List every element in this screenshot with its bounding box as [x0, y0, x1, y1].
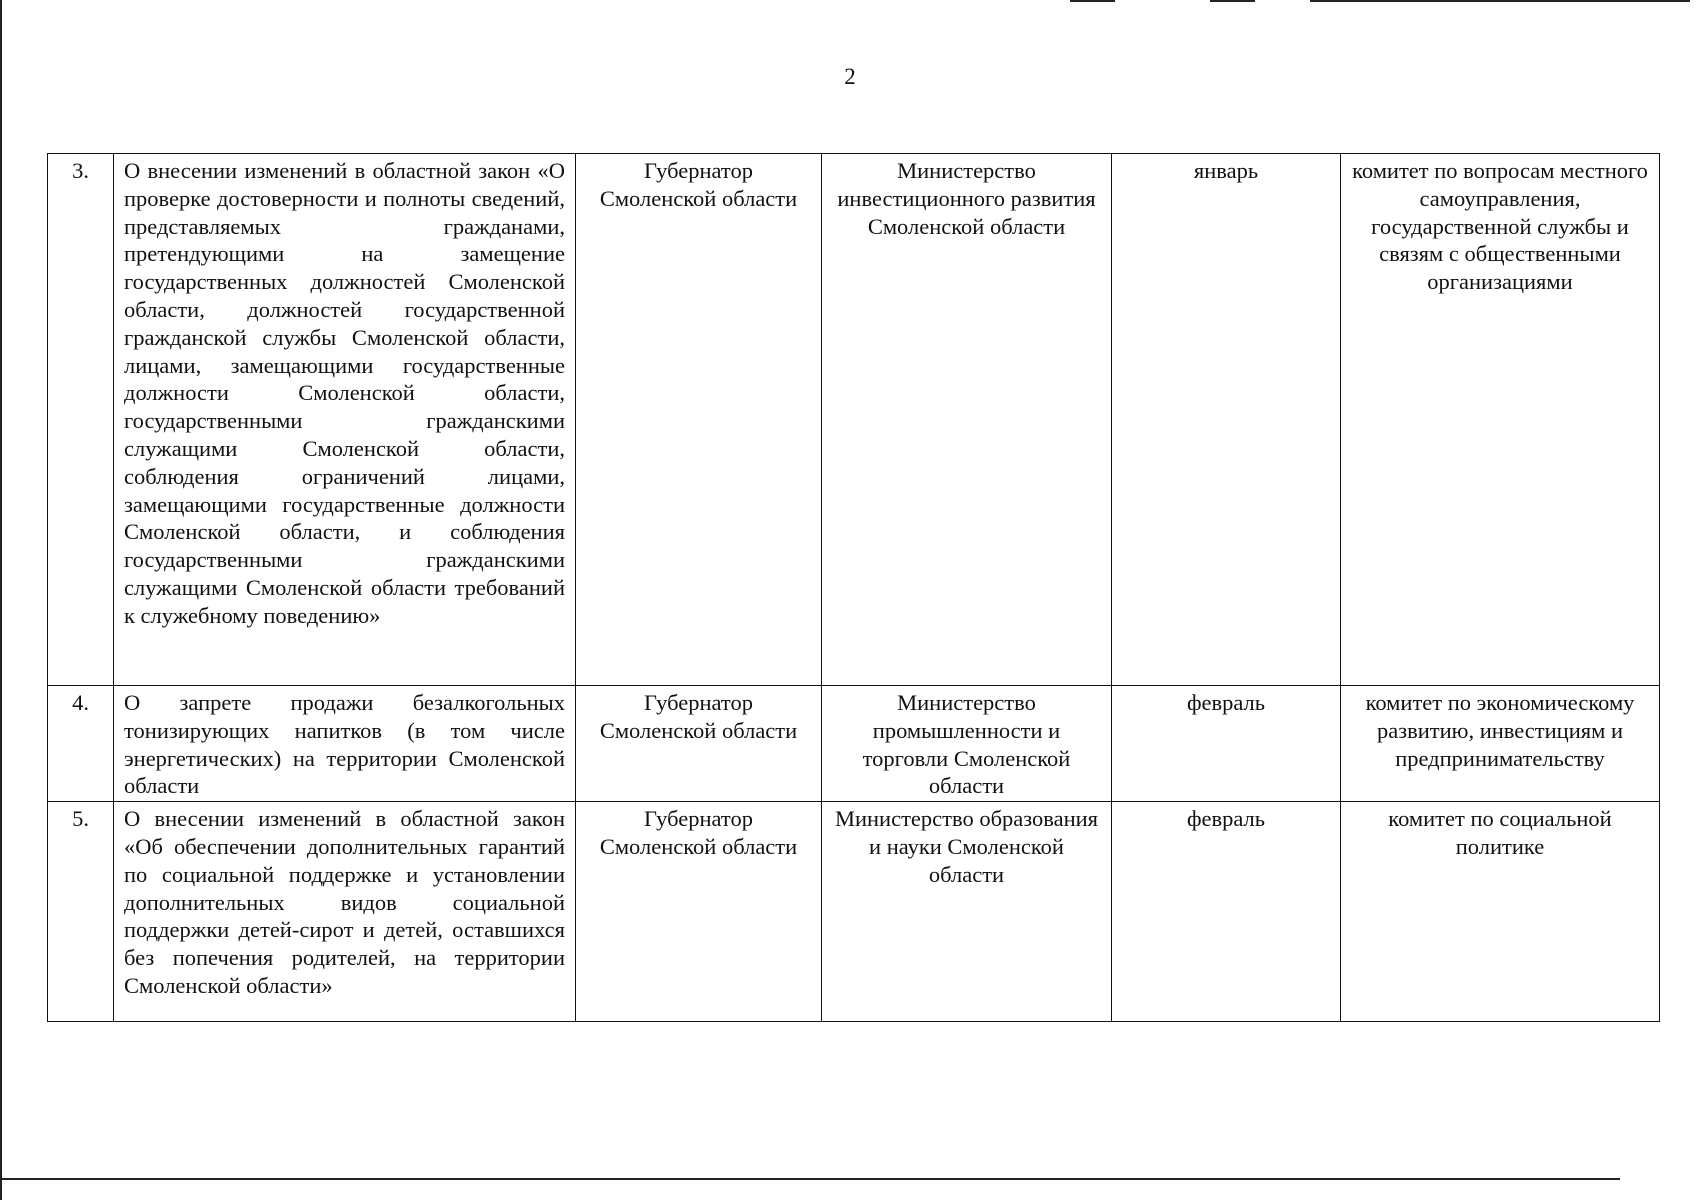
row-number: 5. [48, 802, 114, 1022]
scan-left-edge [0, 0, 2, 1200]
submission-term: февраль [1112, 802, 1341, 1022]
row-number: 4. [48, 686, 114, 802]
initiator: Губернатор Смоленской области [576, 686, 822, 802]
bill-title: О внесении изменений в областной закон «Об обеспечении дополнительных гарантий по социальной поддержке и установлении дополнительных видов социальной поддержки детей-сирот и детей, оставшихся без попечения родителей, на территории Смоленской области» [114, 802, 576, 1022]
initiator: Губернатор Смоленской области [576, 802, 822, 1022]
developer: Министерство образования и науки Смоленской области [822, 802, 1112, 1022]
responsible-committee: комитет по социальной политике [1341, 802, 1660, 1022]
responsible-committee: комитет по вопросам местного самоуправления, государственной службы и связям с общественными организациями [1341, 154, 1660, 686]
table-row [48, 802, 1660, 1022]
scan-top-mark [1310, 0, 1690, 2]
developer: Министерство инвестиционного развития Смоленской области [822, 154, 1112, 686]
responsible-committee: комитет по экономическому развитию, инвестициям и предпринимательству [1341, 686, 1660, 802]
submission-term: февраль [1112, 686, 1341, 802]
table-row [48, 686, 1660, 802]
legislation-plan-table [47, 153, 1660, 1022]
bill-title: О внесении изменений в областной закон «О проверке достоверности и полноты сведений, представляемых гражданами, претендующими на замещение государственных должностей Смоленской области, должностей государственной гражданской службы Смоленской области, лицами, замещающими государственные должности Смоленской области, государственными гражданскими служащими Смоленской области, соблюдения ограничений лицами, замещающими государственные должности Смоленской области, и соблюдения государственными гражданскими служащими Смоленской области требований к служебному поведению» [114, 154, 576, 686]
page-number: 2 [844, 64, 856, 89]
row-number: 3. [48, 154, 114, 686]
bill-title: О запрете продажи безалкогольных тонизирующих напитков (в том числе энергетических) на территории Смоленской области [114, 686, 576, 802]
submission-term: январь [1112, 154, 1341, 686]
developer: Министерство промышленности и торговли Смоленской области [822, 686, 1112, 802]
scan-top-mark [1070, 0, 1115, 2]
scan-bottom-line [0, 1178, 1620, 1180]
table-row [48, 154, 1660, 686]
scan-top-mark [1210, 0, 1255, 2]
initiator: Губернатор Смоленской области [576, 154, 822, 686]
